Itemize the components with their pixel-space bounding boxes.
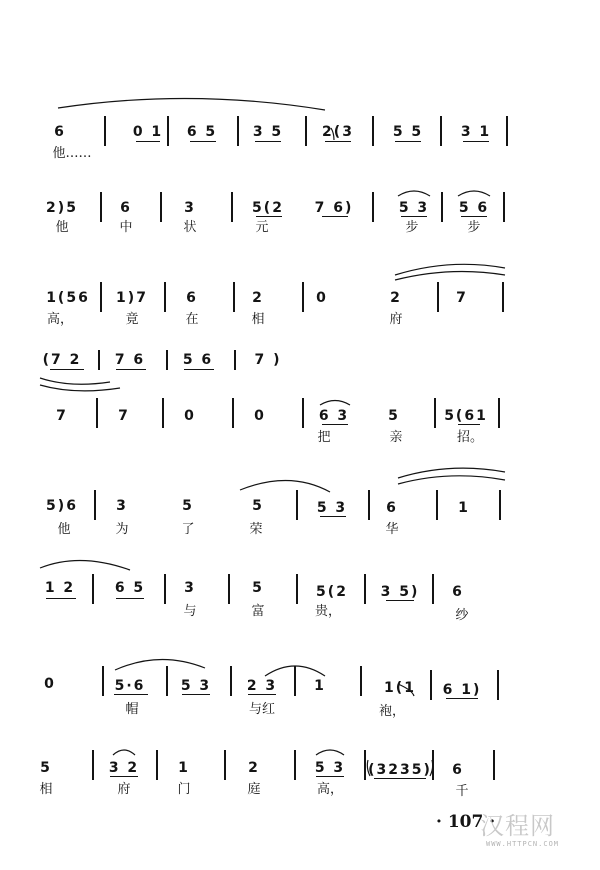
bar-line — [360, 666, 362, 696]
underline — [136, 141, 160, 142]
note: 6 3 — [318, 408, 350, 424]
note: 2 3 — [246, 678, 278, 694]
lyric: 了 — [181, 522, 195, 537]
lyric: 相 — [39, 782, 53, 797]
bar-line — [230, 666, 232, 696]
note: 5 5 — [392, 124, 424, 140]
bar-line — [502, 282, 504, 312]
note: 5 6 — [182, 352, 214, 368]
underline — [190, 141, 216, 142]
bar-line — [231, 192, 233, 222]
note: 6 5 — [186, 124, 218, 140]
underline — [458, 424, 480, 425]
bar-line — [364, 574, 366, 604]
note: 6 — [120, 200, 132, 216]
bar-line — [234, 350, 236, 370]
underline — [46, 598, 76, 599]
bar-line — [436, 490, 438, 520]
underline — [184, 369, 214, 370]
note: 5 — [182, 498, 194, 514]
bar-line — [440, 116, 442, 146]
lyric: 步 — [405, 220, 419, 235]
note: 5 3 — [314, 760, 346, 776]
bar-line — [167, 116, 169, 146]
bar-line — [497, 670, 499, 700]
note: 7 — [456, 290, 468, 306]
note: 7 6 — [114, 352, 146, 368]
underline — [256, 216, 282, 217]
lyric: 门 — [177, 782, 191, 797]
note: (7 2 — [42, 352, 82, 368]
note: 0 1 — [132, 124, 164, 140]
note: 3 5) — [380, 584, 420, 600]
lyric: 亲 — [389, 430, 403, 445]
underline — [401, 216, 427, 217]
note: 5 — [252, 580, 264, 596]
note: 2 — [252, 290, 264, 306]
bar-line — [160, 192, 162, 222]
note: 6 — [386, 500, 398, 516]
note: 0 — [316, 290, 328, 306]
bar-line — [372, 192, 374, 222]
bar-line — [228, 574, 230, 604]
note: 2(3 — [322, 124, 354, 140]
note: 0 — [44, 676, 56, 692]
bar-line — [100, 282, 102, 312]
note: 3 5 — [252, 124, 284, 140]
note: 6 1) — [442, 682, 482, 698]
bar-line — [372, 116, 374, 146]
bar-line — [98, 350, 100, 370]
note: 6 5 — [114, 580, 146, 596]
bar-line — [162, 398, 164, 428]
lyric: 高， — [46, 312, 74, 327]
bar-line — [237, 116, 239, 146]
note: 6 — [452, 762, 464, 778]
note: 5 — [388, 408, 400, 424]
note: 5(2 — [252, 200, 284, 216]
bar-line — [232, 398, 234, 428]
bar-line — [294, 750, 296, 780]
bar-line — [96, 398, 98, 428]
lyric: 中 — [119, 220, 133, 235]
lyric: 竟 — [125, 312, 139, 327]
underline — [322, 216, 348, 217]
note: 5(61 — [444, 408, 488, 424]
lyric: 府 — [117, 782, 131, 797]
note: 5)6 — [46, 498, 78, 514]
bar-line — [294, 666, 296, 696]
bar-line — [92, 750, 94, 780]
note: 1 2 — [44, 580, 76, 596]
note: 0 — [184, 408, 196, 424]
lyric: 华 — [385, 522, 399, 537]
lyric: 荣 — [249, 522, 263, 537]
lyric: 在 — [185, 312, 199, 327]
note: 1(1 — [384, 680, 416, 696]
underline — [320, 516, 346, 517]
underline — [116, 598, 144, 599]
note: 5 3 — [316, 500, 348, 516]
underline — [110, 776, 138, 777]
bar-line — [302, 282, 304, 312]
watermark-logo: 汉程网 — [480, 812, 555, 840]
lyric: 庭 — [247, 782, 261, 797]
bar-line — [156, 750, 158, 780]
bar-line — [102, 666, 104, 696]
note: 6 — [186, 290, 198, 306]
note: 7 6) — [314, 200, 354, 216]
note: 1)7 — [116, 290, 148, 306]
bar-line — [364, 750, 366, 780]
lyric: 他 — [57, 522, 71, 537]
underline — [463, 141, 489, 142]
bar-line — [164, 574, 166, 604]
bar-line — [166, 350, 168, 370]
note: 3 2 — [108, 760, 140, 776]
note: 7 ) — [254, 352, 282, 368]
note: 1 — [458, 500, 470, 516]
underline — [374, 778, 426, 779]
lyric: 相 — [251, 312, 265, 327]
note: 7 — [56, 408, 68, 424]
bar-line — [104, 116, 106, 146]
bar-line — [503, 192, 505, 222]
note: 5 6 — [458, 200, 490, 216]
underline — [182, 694, 210, 695]
lyric: 把 — [317, 430, 331, 445]
lyric: 为 — [115, 522, 129, 537]
bar-line — [302, 398, 304, 428]
bar-line — [92, 574, 94, 604]
lyric: 纱 — [455, 608, 469, 623]
bar-line — [434, 398, 436, 428]
note: 2 — [390, 290, 402, 306]
underline — [322, 424, 348, 425]
note: 5 — [40, 760, 52, 776]
bar-line — [432, 574, 434, 604]
lyric: 步 — [467, 220, 481, 235]
lyric: 高， — [316, 782, 344, 797]
note: 5·6 — [114, 678, 146, 694]
watermark-url: WWW.HTTPCN.COM — [486, 840, 560, 848]
lyric: 富 — [251, 604, 265, 619]
note: 3 1 — [460, 124, 492, 140]
bar-line — [100, 192, 102, 222]
lyric: 与红 — [248, 702, 276, 717]
lyric: 他 — [55, 220, 69, 235]
underline — [386, 600, 414, 601]
underline — [248, 694, 276, 695]
lyric: 帽 — [125, 702, 139, 717]
lyric: 招。 — [456, 430, 484, 445]
note: 0 — [254, 408, 266, 424]
bar-line — [224, 750, 226, 780]
bar-line — [441, 192, 443, 222]
underline — [395, 141, 421, 142]
underline — [325, 141, 351, 142]
bar-line — [430, 670, 432, 700]
note: 1(56 — [46, 290, 90, 306]
note: 5 3 — [180, 678, 212, 694]
bar-line — [166, 666, 168, 696]
bar-line — [432, 750, 434, 780]
bar-line — [506, 116, 508, 146]
underline — [50, 369, 84, 370]
note: 3 — [184, 200, 196, 216]
bar-line — [296, 574, 298, 604]
note: 6 — [452, 584, 464, 600]
bar-line — [164, 282, 166, 312]
bar-line — [233, 282, 235, 312]
bar-line — [296, 490, 298, 520]
note: 1 — [178, 760, 190, 776]
lyric: 府 — [389, 312, 403, 327]
lyric: 千 — [455, 784, 469, 799]
underline — [116, 369, 146, 370]
bar-line — [305, 116, 307, 146]
bar-line — [94, 490, 96, 520]
underline — [316, 776, 344, 777]
note: 5(2 — [316, 584, 348, 600]
note: 3 — [184, 580, 196, 596]
note: 6 — [54, 124, 66, 140]
note: 2)5 — [46, 200, 78, 216]
underline — [255, 141, 281, 142]
note: 2 — [248, 760, 260, 776]
lyric: 元 — [255, 220, 269, 235]
bar-line — [437, 282, 439, 312]
bar-line — [368, 490, 370, 520]
note: 3 — [116, 498, 128, 514]
lyric: 他…… — [52, 146, 92, 161]
bar-line — [499, 490, 501, 520]
note: 1 — [314, 678, 326, 694]
note: 5 3 — [398, 200, 430, 216]
page-number: · 107 · — [436, 812, 496, 832]
bar-line — [493, 750, 495, 780]
note: 5 — [252, 498, 264, 514]
underline — [114, 694, 148, 695]
lyric: 状 — [183, 220, 197, 235]
note: (3235) — [368, 762, 432, 778]
lyric: 贵， — [314, 604, 342, 619]
lyric: 袍， — [378, 704, 406, 719]
lyric: 与 — [183, 604, 197, 619]
underline — [461, 216, 487, 217]
underline — [446, 698, 478, 699]
bar-line — [498, 398, 500, 428]
note: 7 — [118, 408, 130, 424]
